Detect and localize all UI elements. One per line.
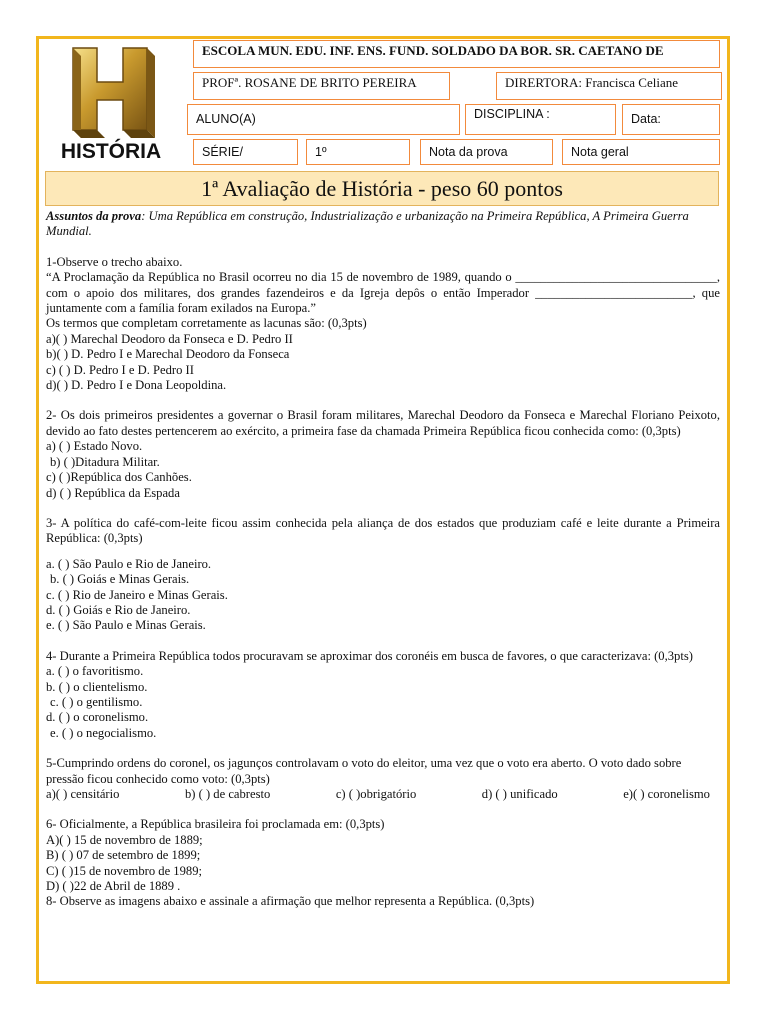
- q1-intro: 1-Observe o trecho abaixo.: [46, 254, 183, 269]
- q3-option-b[interactable]: b. ( ) Goiás e Minas Gerais.: [50, 572, 190, 587]
- director-field: DIRERTORA: Francisca Celiane: [496, 72, 722, 100]
- q2-text: 2- Os dois primeiros presidentes a governar o Brasil foram militares, Marechal Deodoro da Fonseca e Marechal Floriano Peixoto, devido ao fato destes pertencerem ao exército, a primeira fase da chamada Primeira República ficou conhecida como: (0,3pts): [46, 408, 720, 438]
- subject-field: DISCIPLINA :: [465, 104, 616, 135]
- q6-option-b[interactable]: B) ( ) 07 de setembro de 1899;: [46, 848, 201, 863]
- q3-text: 3- A política do café-com-leite ficou assim conhecida pela aliança de dos estados que produziam café e leite durante a Primeira República: (0,3pts): [46, 515, 720, 546]
- q5-option-b[interactable]: b) ( ) de cabresto: [184, 787, 271, 801]
- q1-option-a[interactable]: a)( ) Marechal Deodoro da Fonseca e D. Pedro II: [46, 331, 293, 346]
- q5-option-c[interactable]: c) ( )obrigatório: [335, 787, 417, 801]
- q2-option-b[interactable]: b) ( )Ditadura Militar.: [50, 454, 160, 469]
- q6-option-c[interactable]: C) ( )15 de novembro de 1989;: [46, 863, 202, 878]
- exam-score-field[interactable]: Nota da prova: [420, 139, 553, 165]
- grade-value: 1º: [306, 139, 410, 165]
- q5-options: [46, 787, 720, 802]
- overall-score-field[interactable]: Nota geral: [562, 139, 720, 165]
- exam-title: 1ª Avaliação de História - peso 60 pontos: [45, 171, 719, 206]
- q5-option-d[interactable]: d) ( ) unificado: [481, 787, 558, 801]
- q8-text: 8- Observe as imagens abaixo e assinale a afirmação que melhor representa a República. (0,3pts): [46, 894, 535, 909]
- q5-text: 5-Cumprindo ordens do coronel, os jagunços controlavam o voto do eleitor, uma vez que o voto era aberto. O voto dado sobre pressão ficou conhecido como voto: (0,3pts): [46, 756, 682, 786]
- student-field[interactable]: ALUNO(A): [187, 104, 460, 135]
- date-field[interactable]: Data:: [622, 104, 720, 135]
- q5-option-a[interactable]: a)( ) censitário: [46, 787, 120, 801]
- q3-option-d[interactable]: d. ( ) Goiás e Rio de Janeiro.: [46, 602, 191, 617]
- q3-option-c[interactable]: c. ( ) Rio de Janeiro e Minas Gerais.: [46, 587, 228, 602]
- q1-prompt: Os termos que completam corretamente as lacunas são: (0,3pts): [46, 316, 367, 331]
- q6-option-a[interactable]: A)( ) 15 de novembro de 1889;: [46, 832, 203, 847]
- q1-option-b[interactable]: b)( ) D. Pedro I e Marechal Deodoro da Fonseca: [46, 347, 290, 362]
- q4-option-a[interactable]: a. ( ) o favoritismo.: [46, 664, 144, 679]
- q4-option-d[interactable]: d. ( ) o coronelismo.: [46, 710, 149, 725]
- q3-option-e[interactable]: e. ( ) São Paulo e Minas Gerais.: [46, 618, 206, 633]
- q4-option-e[interactable]: e. ( ) o negocialismo.: [50, 725, 157, 740]
- q4-text: 4- Durante a Primeira República todos procuravam se aproximar dos coronéis em busca de favores, o que caracterizava: (0,3pts): [46, 648, 693, 663]
- q4-option-c[interactable]: c. ( ) o gentilismo.: [50, 694, 143, 709]
- q6-option-d[interactable]: D) ( )22 de Abril de 1889 .: [46, 879, 181, 894]
- teacher-field: PROFª. ROSANE DE BRITO PEREIRA: [193, 72, 450, 100]
- school-name: ESCOLA MUN. EDU. INF. ENS. FUND. SOLDADO DA BOR. SR. CAETANO DE: [193, 40, 720, 68]
- q2-option-c[interactable]: c) ( )República dos Canhões.: [46, 470, 192, 485]
- q2-option-d[interactable]: d) ( ) República da Espada: [46, 485, 180, 500]
- q6-text: 6- Oficialmente, a República brasileira foi proclamada em: (0,3pts): [46, 817, 385, 832]
- q1-option-c[interactable]: c) ( ) D. Pedro I e D. Pedro II: [46, 362, 194, 377]
- q4-option-b[interactable]: b. ( ) o clientelismo.: [46, 679, 148, 694]
- q3-option-a[interactable]: a. ( ) São Paulo e Rio de Janeiro.: [46, 556, 212, 571]
- q1-quote: “A Proclamação da República no Brasil ocorreu no dia 15 de novembro de 1989, quando o ________________________________, com o apoio dos militares, dos grandes fazendeiros e da Igreja depôs o então Imperador _________________________, que juntamente com a família foram exilados na Europa.”: [46, 270, 720, 316]
- grade-field: SÉRIE/: [193, 139, 298, 165]
- exam-content: [46, 209, 720, 910]
- q2-option-a[interactable]: a) ( ) Estado Novo.: [46, 439, 143, 454]
- subjects-line: Assuntos da prova: Uma República em construção, Industrialização e urbanização na Primeira República, A Primeira Guerra Mundial.: [46, 209, 689, 239]
- historia-logo: [45, 44, 175, 164]
- q5-option-e[interactable]: e)( ) coronelismo: [623, 787, 710, 801]
- logo-text: HISTÓRIA: [60, 140, 162, 163]
- q1-option-d[interactable]: d)( ) D. Pedro I e Dona Leopoldina.: [46, 378, 227, 393]
